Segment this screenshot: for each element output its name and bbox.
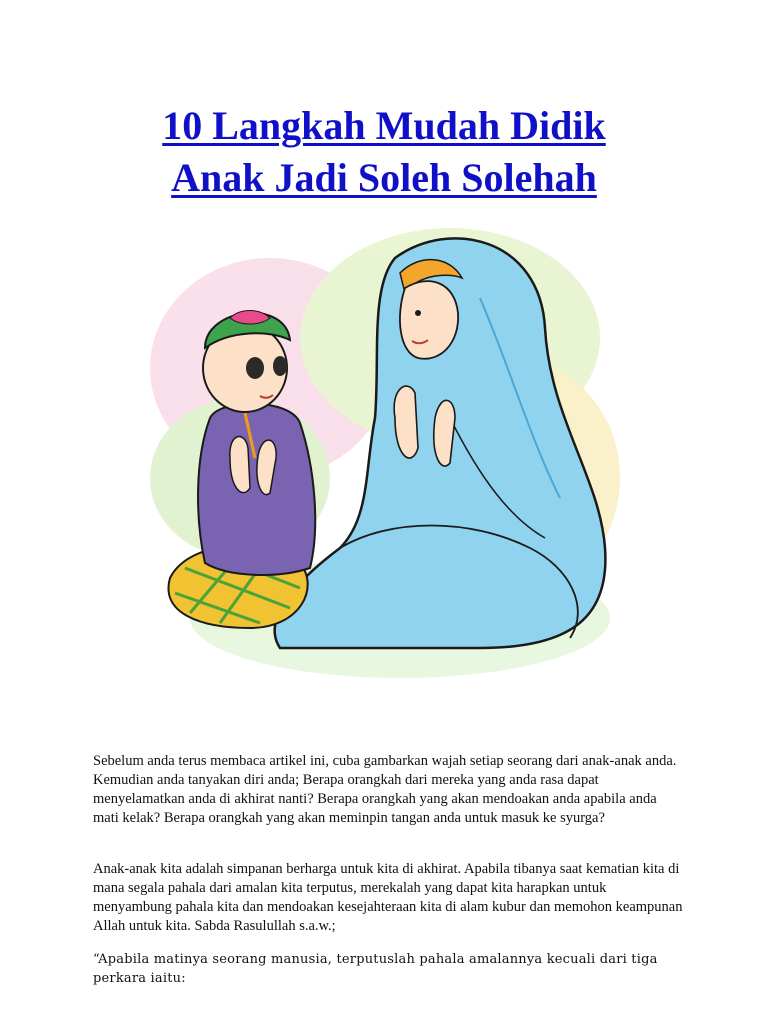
title-line-1[interactable]: 10 Langkah Mudah Didik — [162, 103, 606, 148]
title-line-2[interactable]: Anak Jadi Soleh Solehah — [171, 155, 597, 200]
page-title — [0, 100, 768, 204]
paragraph-hadith-quote: “Apabila matinya seorang manusia, terputuslah pahala amalannya kecuali dari tiga perkara iaitu: — [93, 952, 658, 986]
mother-and-child-praying-illustration — [150, 218, 620, 688]
paragraph-intro: Sebelum anda terus membaca artikel ini, cuba gambarkan wajah setiap seorang dari anak-anak anda. Kemudian anda tanyakan diri anda; Berapa orangkah dari mereka yang anda rasa dapat menyelamatkan anda di akhirat nanti? Berapa orangkah yang akan mendoakan anda apabila anda mati kelak? Berapa orangkah yang akan meminpin tangan anda untuk masuk ke syurga? — [93, 753, 677, 826]
paragraph-children-treasure: Anak-anak kita adalah simpanan berharga untuk kita di akhirat. Apabila tibanya saat kematian kita di mana segala pahala dari amalan kita terputus, merekalah yang dapat kita harapkan untuk menyambung pahala kita dan mendoakan kesejahteraan kita di alam kubur dan memohon keampunan Allah untuk kita. Sabda Rasulullah s.a.w.; — [93, 861, 683, 934]
